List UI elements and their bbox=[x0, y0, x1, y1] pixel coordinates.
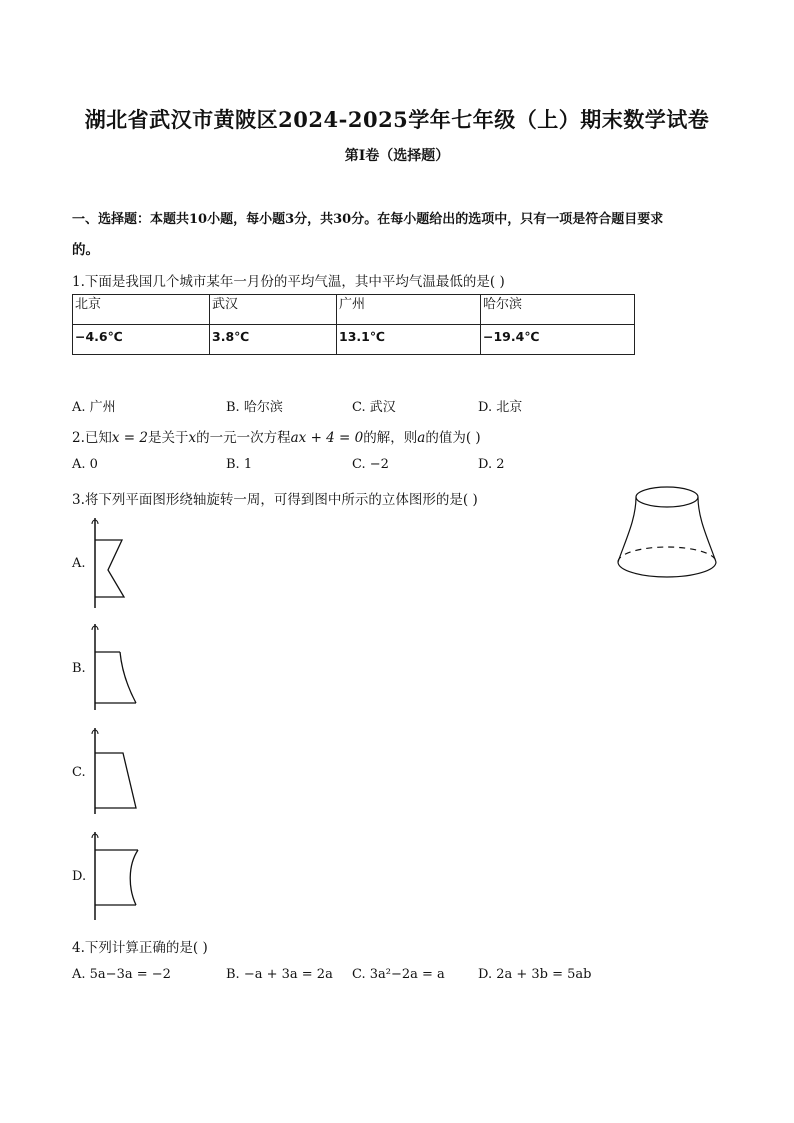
q2-text: 的解，则 bbox=[363, 430, 418, 446]
temperature-table bbox=[72, 294, 635, 355]
q2-math: x bbox=[188, 430, 197, 446]
section-instructions bbox=[72, 205, 722, 265]
q2-option-b[interactable]: B. 1 bbox=[226, 457, 253, 472]
q2-text: 的一元一次方程 bbox=[196, 430, 291, 446]
q3-option-d-figure bbox=[88, 830, 143, 922]
q2-option-c[interactable]: C. −2 bbox=[352, 457, 389, 472]
q4-option-d[interactable]: D. 2a + 3b = 5ab bbox=[478, 967, 592, 982]
q4-option-a[interactable]: A. 5a−3a = −2 bbox=[72, 967, 171, 982]
table-cell: 哈尔滨 bbox=[481, 295, 635, 325]
question-1-stem: 1.下面是我国几个城市某年一月份的平均气温，其中平均气温最低的是( ) bbox=[72, 274, 505, 290]
q2-math: ax + 4 = 0 bbox=[290, 430, 364, 446]
q2-text: 是关于 bbox=[148, 430, 189, 446]
table-cell: 3.8℃ bbox=[210, 325, 337, 355]
q3-option-c-figure bbox=[88, 726, 143, 816]
exam-subtitle: 第I卷（选择题） bbox=[344, 148, 450, 164]
q2-math: a bbox=[417, 430, 426, 446]
table-header-row bbox=[73, 295, 635, 325]
q2-text: 的值为( ) bbox=[425, 430, 481, 446]
q4-option-b[interactable]: B. −a + 3a = 2a bbox=[226, 967, 333, 982]
table-cell: 13.1℃ bbox=[337, 325, 481, 355]
q1-option-c[interactable]: C. 武汉 bbox=[352, 400, 396, 415]
q3-option-d[interactable]: D. bbox=[72, 869, 87, 884]
section-instructions-line1: 一、选择题：本题共10小题，每小题3分，共30分。在每小题给出的选项中，只有一项是符合题目要求 bbox=[72, 212, 664, 227]
table-cell: 北京 bbox=[73, 295, 210, 325]
exam-title: 湖北省武汉市黄陂区2024-2025学年七年级（上）期末数学试卷 bbox=[84, 107, 710, 132]
q2-option-a[interactable]: A. 0 bbox=[72, 457, 98, 472]
q3-option-a-figure bbox=[88, 516, 138, 611]
frustum-figure bbox=[612, 484, 722, 584]
table-cell: 武汉 bbox=[210, 295, 337, 325]
question-2-stem bbox=[72, 426, 481, 446]
table-row bbox=[73, 325, 635, 355]
table-cell: −4.6℃ bbox=[73, 325, 210, 355]
q1-option-a[interactable]: A. 广州 bbox=[72, 400, 116, 415]
q1-option-b[interactable]: B. 哈尔滨 bbox=[226, 400, 283, 415]
q4-option-c[interactable]: C. 3a²−2a = a bbox=[352, 967, 445, 982]
q3-option-a[interactable]: A. bbox=[72, 556, 86, 571]
table-cell: 广州 bbox=[337, 295, 481, 325]
q2-math: x = 2 bbox=[111, 430, 148, 446]
q3-option-c[interactable]: C. bbox=[72, 765, 86, 780]
q2-option-d[interactable]: D. 2 bbox=[478, 457, 505, 472]
section-instructions-line2: 的。 bbox=[72, 242, 99, 258]
q3-option-b[interactable]: B. bbox=[72, 661, 86, 676]
question-3-stem: 3.将下列平面图形绕轴旋转一周，可得到图中所示的立体图形的是( ) bbox=[72, 492, 478, 508]
table-cell: −19.4℃ bbox=[481, 325, 635, 355]
q2-text: 2.已知 bbox=[72, 430, 112, 446]
q3-option-b-figure bbox=[88, 622, 143, 712]
question-4-stem: 4.下列计算正确的是( ) bbox=[72, 940, 208, 956]
q1-option-d[interactable]: D. 北京 bbox=[478, 400, 523, 415]
